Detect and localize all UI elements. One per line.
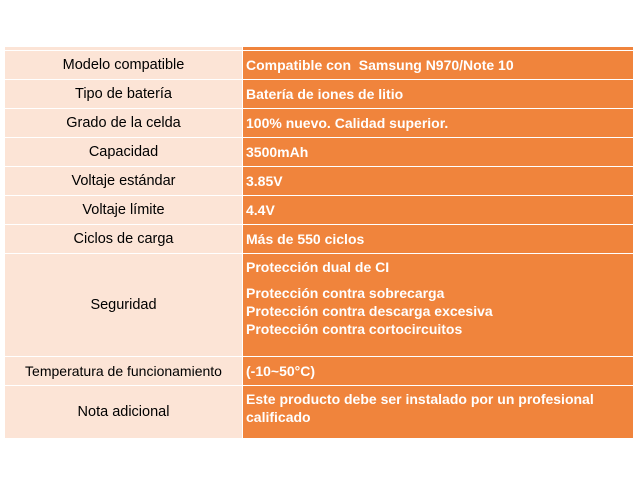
security-line-gap [246, 276, 633, 284]
spec-label-cell-grade: Grado de la celda [5, 109, 243, 138]
spec-value-temperature: (-10~50°C) [243, 357, 634, 386]
table-row [5, 167, 634, 196]
spec-label-standard-voltage: Voltaje estándar [5, 167, 243, 196]
spec-value-capacity: 3500mAh [243, 138, 634, 167]
note-line-2: calificado [246, 409, 311, 425]
security-line-dual-ic: Protección dual de CI [246, 259, 390, 275]
battery-spec-table [4, 46, 634, 439]
security-line-overcharge: Protección contra sobrecarga [246, 285, 445, 301]
note-line-1: Este producto debe ser instalado por un profesional [246, 391, 594, 407]
table-row-note [5, 386, 634, 439]
table-row [5, 138, 634, 167]
spec-value-compatible-model: Compatible con Samsung N970/Note 10 [243, 51, 634, 80]
table-row [5, 225, 634, 254]
spec-label-battery-type: Tipo de batería [5, 80, 243, 109]
spec-value-charge-cycles: Más de 550 ciclos [243, 225, 634, 254]
spec-value-limit-voltage: 4.4V [243, 196, 634, 225]
spec-label-note: Nota adicional [5, 386, 243, 439]
table-row [5, 51, 634, 80]
spec-label-charge-cycles: Ciclos de carga [5, 225, 243, 254]
spec-label-capacity: Capacidad [5, 138, 243, 167]
table-row-security [5, 254, 634, 357]
spec-label-compatible-model: Modelo compatible [5, 51, 243, 80]
security-line-short-circuit: Protección contra cortocircuitos [246, 321, 463, 337]
spec-value-note [243, 386, 634, 439]
table-row [5, 196, 634, 225]
spec-label-limit-voltage: Voltaje límite [5, 196, 243, 225]
spec-label-security: Seguridad [5, 254, 243, 357]
table-row-temperature [5, 357, 634, 386]
spec-value-security [243, 254, 634, 357]
table-row [5, 109, 634, 138]
table-row [5, 80, 634, 109]
spec-value-cell-grade: 100% nuevo. Calidad superior. [243, 109, 634, 138]
spec-value-standard-voltage: 3.85V [243, 167, 634, 196]
security-line-overdischarge: Protección contra descarga excesiva [246, 303, 493, 319]
spec-value-battery-type: Batería de iones de litio [243, 80, 634, 109]
spec-label-temperature: Temperatura de funcionamiento [5, 357, 243, 386]
